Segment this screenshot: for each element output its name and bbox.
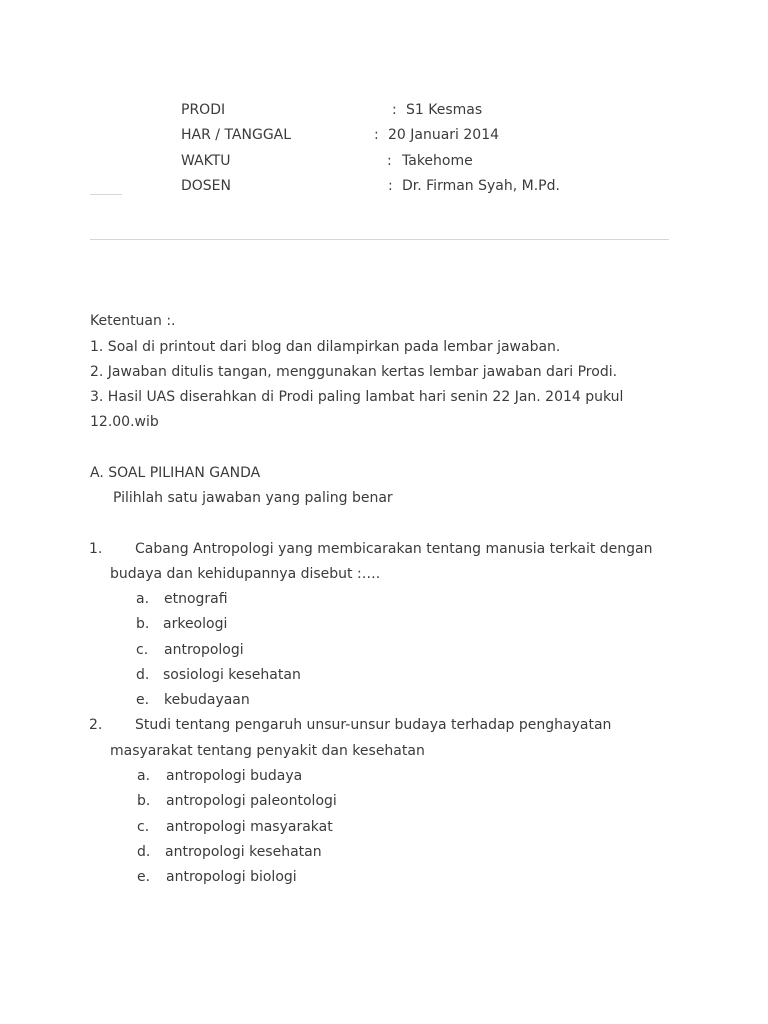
option-text: antropologi kesehatan xyxy=(165,844,322,860)
question-number: 1. xyxy=(89,541,103,557)
question-text: Cabang Antropologi yang membicarakan tentang manusia terkait dengan xyxy=(135,541,653,557)
header-divider xyxy=(90,239,669,240)
header-sep-waktu: : xyxy=(387,153,392,169)
option-text: antropologi biologi xyxy=(166,869,297,885)
question-text-cont: masyarakat tentang penyakit dan kesehatan xyxy=(110,743,425,759)
section-title: A. SOAL PILIHAN GANDA xyxy=(90,465,261,481)
option-letter: a. xyxy=(136,591,150,607)
option-letter: e. xyxy=(136,692,150,708)
header-sep-prodi: : xyxy=(392,102,397,118)
option-letter: d. xyxy=(137,844,151,860)
header-label-tanggal: HAR / TANGGAL xyxy=(181,127,292,143)
ketentuan-item: 2. Jawaban ditulis tangan, menggunakan kertas lembar jawaban dari Prodi. xyxy=(90,364,618,380)
option-text: antropologi paleontologi xyxy=(166,793,337,809)
ketentuan-item: 3. Hasil UAS diserahkan di Prodi paling lambat hari senin 22 Jan. 2014 pukul xyxy=(90,389,624,405)
option-letter: c. xyxy=(136,642,149,658)
option-letter: d. xyxy=(136,667,150,683)
header-value-tanggal: 20 Januari 2014 xyxy=(388,127,500,143)
option-letter: c. xyxy=(137,819,150,835)
option-text: kebudayaan xyxy=(164,692,250,708)
header-label-dosen: DOSEN xyxy=(181,178,232,194)
question-number: 2. xyxy=(89,717,103,733)
header-label-prodi: PRODI xyxy=(181,102,226,118)
question-text: Studi tentang pengaruh unsur-unsur budaya terhadap penghayatan xyxy=(135,717,612,733)
option-letter: b. xyxy=(137,793,151,809)
option-letter: a. xyxy=(137,768,151,784)
option-text: sosiologi kesehatan xyxy=(163,667,301,683)
option-text: antropologi masyarakat xyxy=(166,819,333,835)
option-text: antropologi xyxy=(164,642,244,658)
header-value-dosen: Dr. Firman Syah, M.Pd. xyxy=(402,178,560,194)
ketentuan-item-cont: 12.00.wib xyxy=(90,414,159,430)
section-instruction: Pilihlah satu jawaban yang paling benar xyxy=(113,490,393,506)
option-text: etnografi xyxy=(164,591,228,607)
option-letter: b. xyxy=(136,616,150,632)
ketentuan-item: 1. Soal di printout dari blog dan dilampirkan pada lembar jawaban. xyxy=(90,339,561,355)
ketentuan-title: Ketentuan :. xyxy=(90,313,176,329)
option-letter: e. xyxy=(137,869,151,885)
short-divider xyxy=(90,194,122,195)
option-text: antropologi budaya xyxy=(166,768,303,784)
header-label-waktu: WAKTU xyxy=(181,153,231,169)
question-text-cont: budaya dan kehidupannya disebut :…. xyxy=(110,566,381,582)
option-text: arkeologi xyxy=(163,616,228,632)
header-value-waktu: Takehome xyxy=(402,153,473,169)
header-sep-dosen: : xyxy=(388,178,393,194)
header-value-prodi: S1 Kesmas xyxy=(406,102,483,118)
header-sep-tanggal: : xyxy=(374,127,379,143)
